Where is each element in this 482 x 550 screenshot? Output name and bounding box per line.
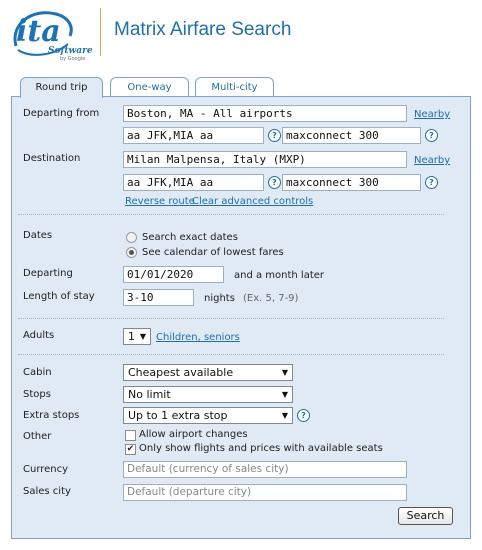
exact-dates-label: Search exact dates [142, 232, 238, 243]
extra-stops-label: Extra stops [23, 410, 80, 421]
stops-label: Stops [23, 389, 51, 400]
logo-sub-text: Software [48, 46, 93, 56]
only-available-label: Only show flights and prices with available seats [139, 443, 383, 454]
chevron-down-icon: ▼ [281, 390, 288, 399]
length-of-stay-label: Length of stay [23, 291, 95, 302]
departing-routing-help-icon[interactable]: ? [268, 129, 281, 142]
chevron-down-icon: ▼ [139, 332, 146, 341]
reverse-route-link[interactable]: Reverse route [125, 196, 195, 207]
cabin-label: Cabin [23, 367, 52, 378]
destination-input[interactable]: Milan Malpensa, Italy (MXP) [123, 151, 407, 168]
cabin-select[interactable] [123, 364, 293, 381]
tab-multi-city[interactable]: Multi-city [195, 77, 274, 97]
tab-round-trip[interactable]: Round trip [20, 77, 103, 98]
extra-stops-value: Up to 1 extra stop [128, 409, 228, 422]
length-of-stay-unit: nights [204, 293, 235, 304]
destination-extension-help-icon[interactable]: ? [425, 176, 438, 189]
length-of-stay-example: (Ex. 5, 7-9) [243, 293, 299, 304]
logo-main-text: ita [16, 14, 61, 49]
departing-from-input[interactable]: Boston, MA - All airports [123, 105, 407, 122]
currency-label: Currency [23, 464, 69, 475]
tab-one-way[interactable]: One-way [110, 77, 189, 97]
destination-extension-input[interactable]: maxconnect 300 [282, 174, 421, 191]
sales-city-input[interactable]: Default (departure city) [123, 484, 407, 501]
adults-value: 1 [128, 330, 135, 343]
allow-airport-changes-label: Allow airport changes [139, 429, 248, 440]
exact-dates-radio[interactable] [126, 232, 137, 243]
logo-by-text: by Google [60, 56, 86, 62]
stops-select[interactable] [123, 386, 293, 403]
search-button[interactable]: Search [398, 507, 453, 525]
departing-suffix: and a month later [234, 270, 325, 281]
other-label: Other [23, 431, 52, 442]
divider [18, 214, 444, 215]
chevron-down-icon: ▼ [281, 411, 288, 420]
departing-routing-input[interactable]: aa JFK,MIA aa [123, 127, 264, 144]
dates-label: Dates [23, 230, 53, 241]
departing-extension-input[interactable]: maxconnect 300 [282, 127, 421, 144]
destination-label: Destination [23, 153, 81, 164]
departing-nearby-link[interactable]: Nearby [414, 109, 451, 120]
extra-stops-select[interactable] [123, 407, 293, 424]
departing-extension-help-icon[interactable]: ? [425, 129, 438, 142]
checkmark-icon: ✔ [126, 444, 135, 454]
divider [18, 318, 444, 319]
currency-input[interactable]: Default (currency of sales city) [123, 461, 407, 478]
departing-from-label: Departing from [23, 108, 100, 119]
calendar-fares-label: See calendar of lowest fares [142, 247, 284, 258]
ita-logo [10, 6, 93, 62]
divider [18, 354, 444, 355]
adults-select[interactable] [123, 328, 151, 345]
destination-routing-help-icon[interactable]: ? [268, 176, 281, 189]
cabin-value: Cheapest available [128, 366, 234, 379]
calendar-fares-radio[interactable] [126, 247, 137, 258]
departing-label: Departing [23, 268, 73, 279]
only-available-checkbox[interactable] [125, 444, 136, 455]
destination-nearby-link[interactable]: Nearby [414, 155, 451, 166]
chevron-down-icon: ▼ [281, 368, 288, 377]
sales-city-label: Sales city [23, 486, 71, 497]
clear-advanced-link[interactable]: Clear advanced controls [192, 196, 314, 207]
children-seniors-link[interactable]: Children, seniors [156, 332, 240, 343]
destination-routing-input[interactable]: aa JFK,MIA aa [123, 174, 264, 191]
departing-date-input[interactable]: 01/01/2020 [123, 266, 224, 283]
header-divider [100, 8, 101, 56]
extra-stops-help-icon[interactable]: ? [297, 409, 310, 422]
page-title: Matrix Airfare Search [114, 19, 292, 40]
adults-label: Adults [23, 330, 55, 341]
allow-airport-changes-checkbox[interactable] [125, 430, 136, 441]
stops-value: No limit [128, 388, 171, 401]
length-of-stay-input[interactable]: 3-10 [123, 289, 194, 306]
